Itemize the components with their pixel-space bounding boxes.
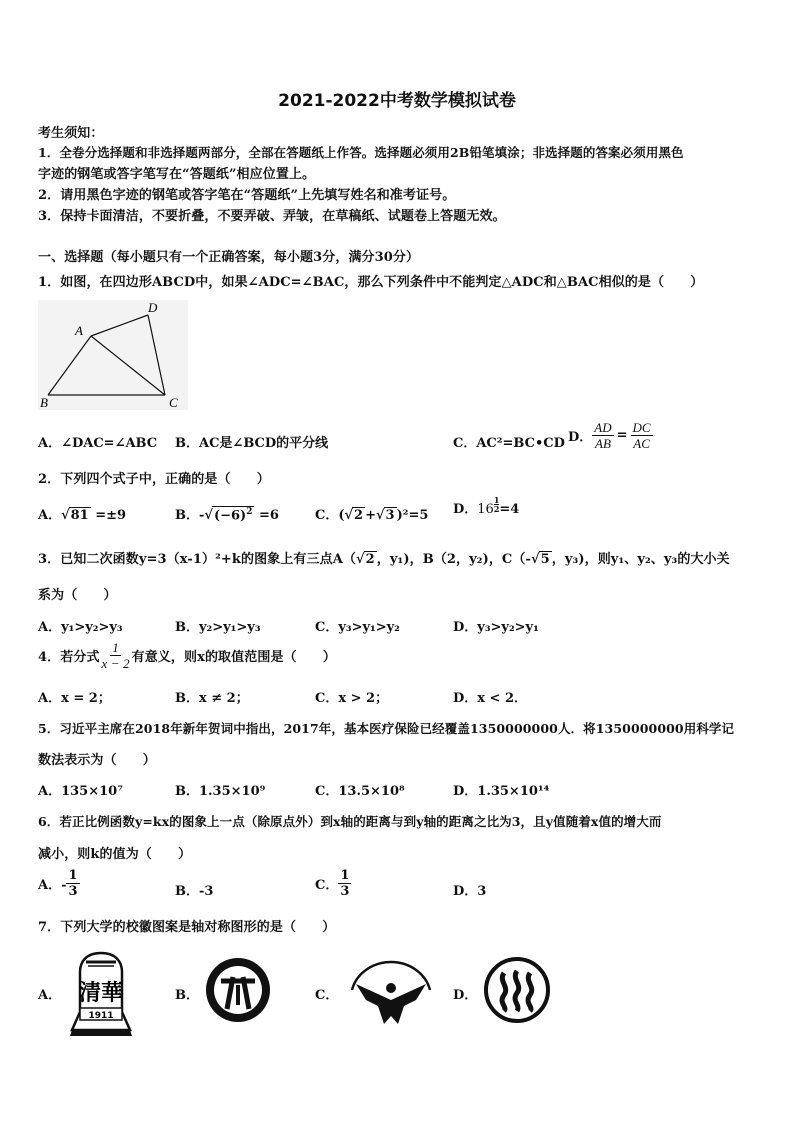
option-prefix: A．-: [38, 878, 67, 893]
option-suffix: =4: [499, 502, 520, 517]
question-5-stem-line-2: 数法表示为（ ）: [38, 753, 156, 768]
question-6-option-b: B．-3: [175, 884, 214, 899]
vertex-label-c: C: [169, 395, 178, 410]
question-1-option-c: C．AC²=BC•CD: [453, 436, 565, 451]
question-3-stem-line-2: 系为（ ）: [38, 588, 117, 603]
edge-ad: [91, 315, 148, 336]
fraction-numerator: AD: [594, 420, 612, 435]
question-5-option-d: D．1.35×10¹⁴: [453, 784, 550, 799]
question-4-option-a: A．x = 2；: [38, 691, 111, 706]
fraction-denominator: 3: [340, 884, 350, 899]
question-2-stem: 2．下列四个式子中，正确的是（ ）: [38, 472, 270, 487]
radicand: 3: [385, 508, 395, 523]
eagle-head: [386, 983, 396, 993]
radicand: [212, 506, 255, 523]
radicand: 5: [540, 552, 550, 567]
question-5-option-a: A．135×10⁷: [38, 784, 123, 799]
fraction-denominator: AB: [595, 436, 611, 451]
option-prefix: C．: [315, 878, 339, 893]
question-5-option-b: B．1.35×10⁹: [175, 784, 266, 799]
question-7-option-a-label: A．: [38, 988, 62, 1003]
quadrilateral-diagram: [38, 300, 188, 410]
fraction-denominator: x − 2: [101, 656, 130, 671]
question-2-option-a: A．√81 =±9: [38, 508, 127, 523]
stem-part: 3．已知二次函数y=3（x-1）²+k的图象上有三点A（: [38, 552, 356, 567]
question-3-option-a: A．y₁>y₂>y₃: [38, 620, 123, 635]
option-suffix: =6: [254, 508, 279, 523]
notice-item-2: 2．请用黑色字迹的钢笔或答字笔在“答题纸”上先填写姓名和准考证号。: [38, 188, 456, 203]
fraction-denominator: 3: [68, 884, 78, 899]
option-prefix: D．: [453, 502, 478, 517]
option-prefix: C．(: [315, 508, 345, 523]
wave-middle: [515, 971, 519, 1011]
question-3-stem: 3．已知二次函数y=3（x-1）²+k的图象上有三点A（√2 ，y₁)，B（2，y₂)，C（-√5 ，y₃)，则y₁、y₂、y₃的大小关: [38, 552, 730, 567]
notice-heading: 考生须知：: [38, 126, 104, 141]
option-suffix: =±9: [90, 508, 127, 523]
question-4-option-c: C．x > 2；: [315, 691, 389, 706]
bell-base: [70, 1030, 132, 1036]
notice-item-3: 3．保持卡面清洁，不要折叠，不要弄破、弄皱，在草稿纸、试题卷上答题无效。: [38, 209, 506, 224]
fraction-one-third: [66, 868, 79, 899]
question-6-option-a: [38, 868, 80, 899]
plus-sign: +: [365, 508, 376, 523]
tsinghua-emblem-icon: [66, 950, 136, 1038]
option-prefix: A．: [38, 508, 62, 523]
question-1-option-d: [568, 420, 653, 451]
radicand-exponent: 2: [246, 506, 253, 517]
question-5-option-c: C．13.5×10⁸: [315, 784, 405, 799]
fraction-numerator: DC: [632, 420, 651, 435]
fraction-one-third: [338, 868, 351, 899]
question-2-option-c: C．(√2 +√3 )²=5: [315, 508, 429, 523]
question-7-option-d-label: D．: [453, 988, 478, 1003]
fraction-dc-ac: [631, 420, 653, 451]
vertex-label-b: B: [40, 395, 48, 410]
question-3-option-b: B．y₂>y₁>y₃: [175, 620, 261, 635]
question-7-option-c-label: C．: [315, 988, 339, 1003]
vertex-label-a: A: [75, 323, 83, 338]
exponent-numerator: 1: [493, 495, 500, 505]
wave-right: [528, 973, 532, 1011]
wave-left: [502, 973, 506, 1011]
fraction-numerator: 1: [68, 868, 78, 883]
section-heading: 一、选择题（每小题只有一个正确答案，每小题3分，满分30分）: [38, 250, 420, 265]
radicand: 81: [70, 508, 89, 523]
question-7-stem: 7．下列大学的校徽图案是轴对称图形的是（ ）: [38, 920, 336, 935]
peking-emblem-icon: [203, 955, 273, 1025]
fraction-ad-ab: [592, 420, 613, 451]
question-4-option-d: D．x < 2．: [453, 691, 528, 706]
power-base: 16: [477, 502, 494, 517]
question-2-option-d: [453, 495, 520, 517]
question-1-figure: [38, 300, 188, 410]
vertex-label-d: D: [148, 300, 158, 315]
question-6-stem-line-2: 减小，则k的值为（ ）: [38, 847, 192, 862]
question-2-option-b: B．$-√(-6)^2 =6$: [175, 506, 279, 523]
question-1-stem: 1．如图，在四边形ABCD中，如果∠ADC=∠BAC，那么下列条件中不能判定△ADC和△BAC相似的是（ ）: [38, 275, 704, 290]
fraction-numerator: 1: [340, 868, 350, 883]
edge-ab: [48, 336, 91, 395]
question-6-option-c: [315, 868, 351, 899]
emblem-characters: 清華: [78, 980, 124, 1006]
notice-item-1-line-2: 字迹的钢笔或答字笔写在“答题纸”相应位置上。: [38, 167, 316, 182]
radicand: 2: [365, 552, 375, 567]
page-title: 2021-2022中考数学模拟试卷: [278, 91, 516, 111]
fraction-one-over-x-minus-2: [100, 640, 132, 671]
option-suffix: )²=5: [396, 508, 429, 523]
emblem-year: 1911: [88, 1011, 114, 1021]
stem-part: 有意义，则x的取值范围是（ ）: [131, 650, 336, 665]
question-4-option-b: B．x ≠ 2；: [175, 691, 249, 706]
stem-part: 4．若分式: [38, 650, 100, 665]
radicand: 2: [354, 508, 364, 523]
notice-item-1-line-1: 1．全卷分选择题和非选择题两部分，全部在答题纸上作答。选择题必须用2B铅笔填涂；非选择题的答案必须用黑色: [38, 145, 684, 160]
equals-sign: =: [616, 428, 628, 443]
fraction-denominator: AC: [633, 436, 650, 451]
question-1-option-a: A．∠DAC=∠ABC: [38, 436, 158, 451]
question-7-option-b-label: B．: [175, 988, 199, 1003]
stem-part: ，y₁)，B（2，y₂)，C（-: [376, 552, 531, 567]
question-5-stem-line-1: 5．习近平主席在2018年新年贺词中指出，2017年，基本医疗保险已经覆盖1350000000人．将1350000000用科学记: [38, 721, 735, 736]
question-1-option-b: B．AC是∠BCD的平分线: [175, 436, 329, 451]
wave-emblem-icon: [482, 955, 552, 1025]
eagle-emblem-icon: [346, 950, 436, 1028]
question-6-option-d: D．3: [453, 884, 487, 899]
radicand-base: (−6): [213, 508, 247, 523]
question-3-option-d: D．y₃>y₂>y₁: [453, 620, 539, 635]
exponent-denominator: 2: [493, 504, 500, 514]
question-1-option-d-prefix: D．: [568, 430, 593, 445]
question-4-stem: [38, 640, 336, 671]
option-prefix: B．-: [175, 508, 205, 523]
stem-part: ，y₃)，则y₁、y₂、y₃的大小关: [551, 552, 730, 567]
question-3-option-c: C．y₃>y₁>y₂: [315, 620, 400, 635]
fraction-numerator: 1: [112, 640, 119, 655]
question-6-stem-line-1: 6．若正比例函数y=kx的图象上一点（除原点外）到x轴的距离与到y轴的距离之比为3，且y值随着x值的增大而: [38, 814, 662, 829]
